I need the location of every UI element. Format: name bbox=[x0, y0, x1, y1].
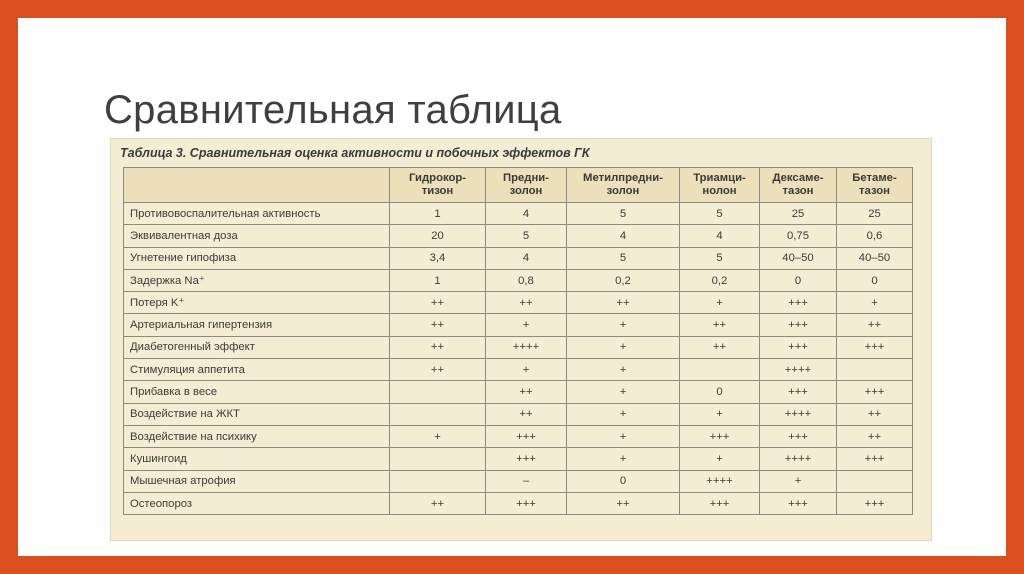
table-cell: 0 bbox=[567, 470, 680, 492]
table-cell: ++ bbox=[567, 492, 680, 514]
table-cell bbox=[837, 470, 913, 492]
row-label: Противовоспалительная активность bbox=[124, 203, 390, 225]
table-cell: 5 bbox=[680, 247, 760, 269]
table-cell: + bbox=[567, 448, 680, 470]
table-row bbox=[124, 336, 913, 358]
row-label: Диабетогенный эффект bbox=[124, 336, 390, 358]
table-cell: ++ bbox=[390, 359, 486, 381]
table-cell: +++ bbox=[837, 336, 913, 358]
table-cell: 0 bbox=[837, 269, 913, 291]
table-cell: + bbox=[680, 292, 760, 314]
table-row bbox=[124, 381, 913, 403]
table-row bbox=[124, 314, 913, 336]
table-cell: 5 bbox=[680, 203, 760, 225]
table-cell bbox=[390, 381, 486, 403]
table-cell: +++ bbox=[760, 314, 837, 336]
table-cell: ++ bbox=[680, 336, 760, 358]
table-cell: ++ bbox=[837, 425, 913, 447]
table-cell: + bbox=[390, 425, 486, 447]
table-cell: ++++ bbox=[760, 448, 837, 470]
table-caption: Таблица 3. Сравнительная оценка активности и побочных эффектов ГК bbox=[120, 146, 590, 160]
table-cell: ++ bbox=[390, 336, 486, 358]
table-cell: 4 bbox=[486, 203, 567, 225]
table-cell: 4 bbox=[486, 247, 567, 269]
table-row bbox=[124, 225, 913, 247]
table-cell: ++++ bbox=[760, 359, 837, 381]
table-cell: +++ bbox=[837, 448, 913, 470]
table-cell: +++ bbox=[760, 492, 837, 514]
table-cell: + bbox=[680, 448, 760, 470]
table-row bbox=[124, 269, 913, 291]
table-cell bbox=[390, 470, 486, 492]
table-cell: 4 bbox=[680, 225, 760, 247]
table-cell: +++ bbox=[760, 425, 837, 447]
table-header-row bbox=[124, 168, 913, 203]
table-cell: +++ bbox=[486, 425, 567, 447]
row-label: Потеря K⁺ bbox=[124, 292, 390, 314]
table-cell: 3,4 bbox=[390, 247, 486, 269]
table-cell: +++ bbox=[680, 492, 760, 514]
table-row bbox=[124, 492, 913, 514]
table-cell bbox=[680, 359, 760, 381]
table-row bbox=[124, 448, 913, 470]
table-cell: +++ bbox=[837, 381, 913, 403]
table-cell bbox=[390, 403, 486, 425]
table-cell: ++++ bbox=[486, 336, 567, 358]
table-cell: ++++ bbox=[680, 470, 760, 492]
table-row bbox=[124, 292, 913, 314]
table-cell: + bbox=[567, 336, 680, 358]
table-cell: ++ bbox=[486, 292, 567, 314]
table-cell: 25 bbox=[760, 203, 837, 225]
table-cell: ++ bbox=[390, 314, 486, 336]
table-cell: +++ bbox=[760, 292, 837, 314]
table-cell: 20 bbox=[390, 225, 486, 247]
table-cell: ++ bbox=[390, 292, 486, 314]
table-cell: ++ bbox=[837, 314, 913, 336]
table-cell bbox=[390, 448, 486, 470]
table-cell: 5 bbox=[567, 247, 680, 269]
slide bbox=[18, 18, 1006, 556]
table-cell: +++ bbox=[486, 492, 567, 514]
column-header: Триамци- нолон bbox=[680, 168, 760, 203]
table-cell: + bbox=[567, 314, 680, 336]
table-cell: + bbox=[680, 403, 760, 425]
table-cell: 5 bbox=[486, 225, 567, 247]
table-cell: ++ bbox=[567, 292, 680, 314]
table-cell bbox=[837, 359, 913, 381]
table-cell: ++ bbox=[486, 403, 567, 425]
table-cell: + bbox=[567, 381, 680, 403]
row-label: Остеопороз bbox=[124, 492, 390, 514]
table-cell: + bbox=[567, 403, 680, 425]
table-row bbox=[124, 359, 913, 381]
table-cell: 0,6 bbox=[837, 225, 913, 247]
table-cell: 40–50 bbox=[837, 247, 913, 269]
table-cell: +++ bbox=[680, 425, 760, 447]
table-cell: 0,2 bbox=[680, 269, 760, 291]
table-cell: + bbox=[760, 470, 837, 492]
table-cell: – bbox=[486, 470, 567, 492]
table-body bbox=[124, 203, 913, 515]
row-label: Кушингоид bbox=[124, 448, 390, 470]
table-cell: ++ bbox=[390, 492, 486, 514]
row-label: Угнетение гипофиза bbox=[124, 247, 390, 269]
row-label: Задержка Na⁺ bbox=[124, 269, 390, 291]
row-label: Мышечная атрофия bbox=[124, 470, 390, 492]
table-cell: ++++ bbox=[760, 403, 837, 425]
table-cell: 0,8 bbox=[486, 269, 567, 291]
row-label: Прибавка в весе bbox=[124, 381, 390, 403]
table-cell: ++ bbox=[680, 314, 760, 336]
column-header: Метилпредни- золон bbox=[567, 168, 680, 203]
table-cell: 0,2 bbox=[567, 269, 680, 291]
table-row bbox=[124, 403, 913, 425]
table-cell: +++ bbox=[486, 448, 567, 470]
column-header: Бетаме- тазон bbox=[837, 168, 913, 203]
slide-title: Сравнительная таблица bbox=[104, 88, 562, 132]
row-label: Стимуляция аппетита bbox=[124, 359, 390, 381]
table-row bbox=[124, 470, 913, 492]
table-cell: 0 bbox=[760, 269, 837, 291]
table-row bbox=[124, 247, 913, 269]
table-cell: + bbox=[567, 425, 680, 447]
row-label: Воздействие на ЖКТ bbox=[124, 403, 390, 425]
row-label: Воздействие на психику bbox=[124, 425, 390, 447]
table-cell: + bbox=[567, 359, 680, 381]
table-cell: 1 bbox=[390, 269, 486, 291]
table-cell: 0 bbox=[680, 381, 760, 403]
column-header: Гидрокор- тизон bbox=[390, 168, 486, 203]
table-cell: 25 bbox=[837, 203, 913, 225]
table-cell: 5 bbox=[567, 203, 680, 225]
table-cell: +++ bbox=[760, 381, 837, 403]
table-cell: +++ bbox=[837, 492, 913, 514]
comparison-table bbox=[123, 167, 913, 515]
table-panel bbox=[110, 138, 932, 541]
table-cell: 0,75 bbox=[760, 225, 837, 247]
table-cell: ++ bbox=[837, 403, 913, 425]
table-cell: +++ bbox=[760, 336, 837, 358]
table-cell: 1 bbox=[390, 203, 486, 225]
table-cell: 40–50 bbox=[760, 247, 837, 269]
header-blank-cell bbox=[124, 168, 390, 203]
column-header: Предни- золон bbox=[486, 168, 567, 203]
column-header: Дексаме- тазон bbox=[760, 168, 837, 203]
table-cell: + bbox=[837, 292, 913, 314]
row-label: Артериальная гипертензия bbox=[124, 314, 390, 336]
row-label: Эквивалентная доза bbox=[124, 225, 390, 247]
table-cell: ++ bbox=[486, 381, 567, 403]
table-cell: + bbox=[486, 314, 567, 336]
table-row bbox=[124, 203, 913, 225]
table-cell: + bbox=[486, 359, 567, 381]
table-row bbox=[124, 425, 913, 447]
table-cell: 4 bbox=[567, 225, 680, 247]
